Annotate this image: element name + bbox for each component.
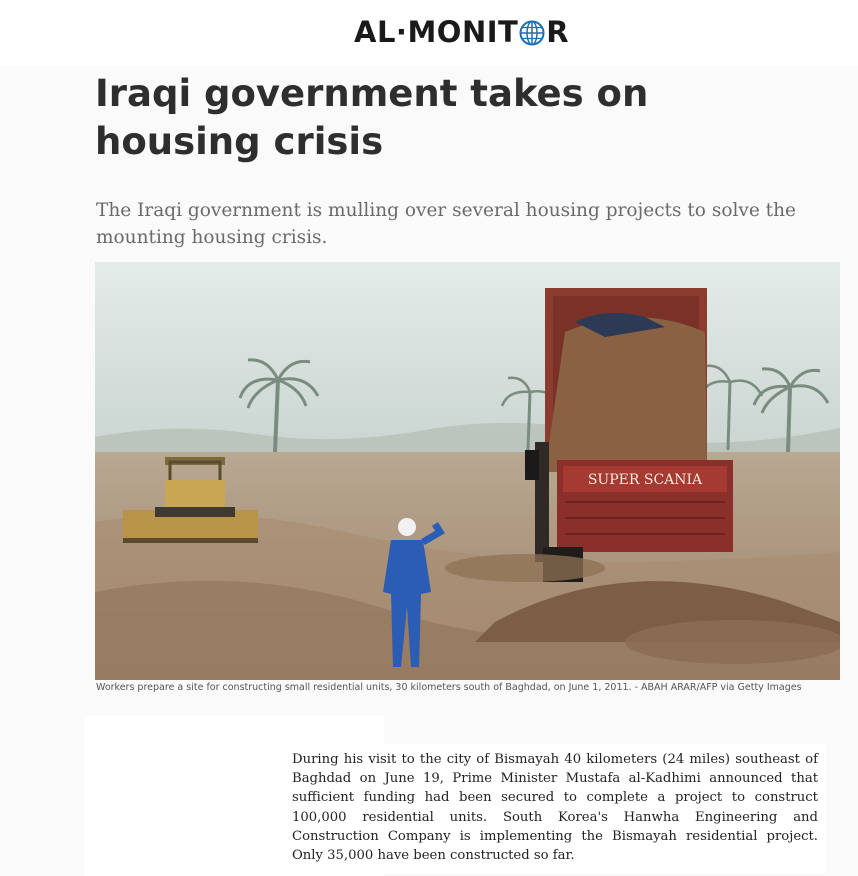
photo-caption: Workers prepare a site for constructing small residential units, 30 kilometers south of Baghdad, on June 1, 2011. - ABAH ARAR/AFP via Getty Images bbox=[96, 682, 802, 693]
logo-text-right: R bbox=[546, 15, 570, 49]
site-header bbox=[0, 0, 858, 66]
article-body-paragraph: During his visit to the city of Bismayah 40 kilometers (24 miles) southeast of Baghdad on June 19, Prime Minister Mustafa al-Kadhimi announced that sufficient funding had been secured to complete a project to construct 100,000 residential units. South Korea's Hanwha Engineering and Construction Company is implementing the Bismayah residential project. Only 35,000 have been constructed so far. bbox=[284, 744, 826, 873]
al-monitor-logo[interactable] bbox=[354, 14, 569, 50]
logo-text-left: AL·MONIT bbox=[354, 15, 519, 49]
globe-icon bbox=[519, 19, 545, 45]
truck-sign-text: SUPER SCANIA bbox=[587, 472, 703, 488]
article-title: Iraqi government takes on housing crisis bbox=[95, 72, 649, 163]
article-subtitle: The Iraqi government is mulling over several housing projects to solve the mounting housing crisis. bbox=[96, 200, 796, 248]
article-photo bbox=[95, 262, 840, 680]
